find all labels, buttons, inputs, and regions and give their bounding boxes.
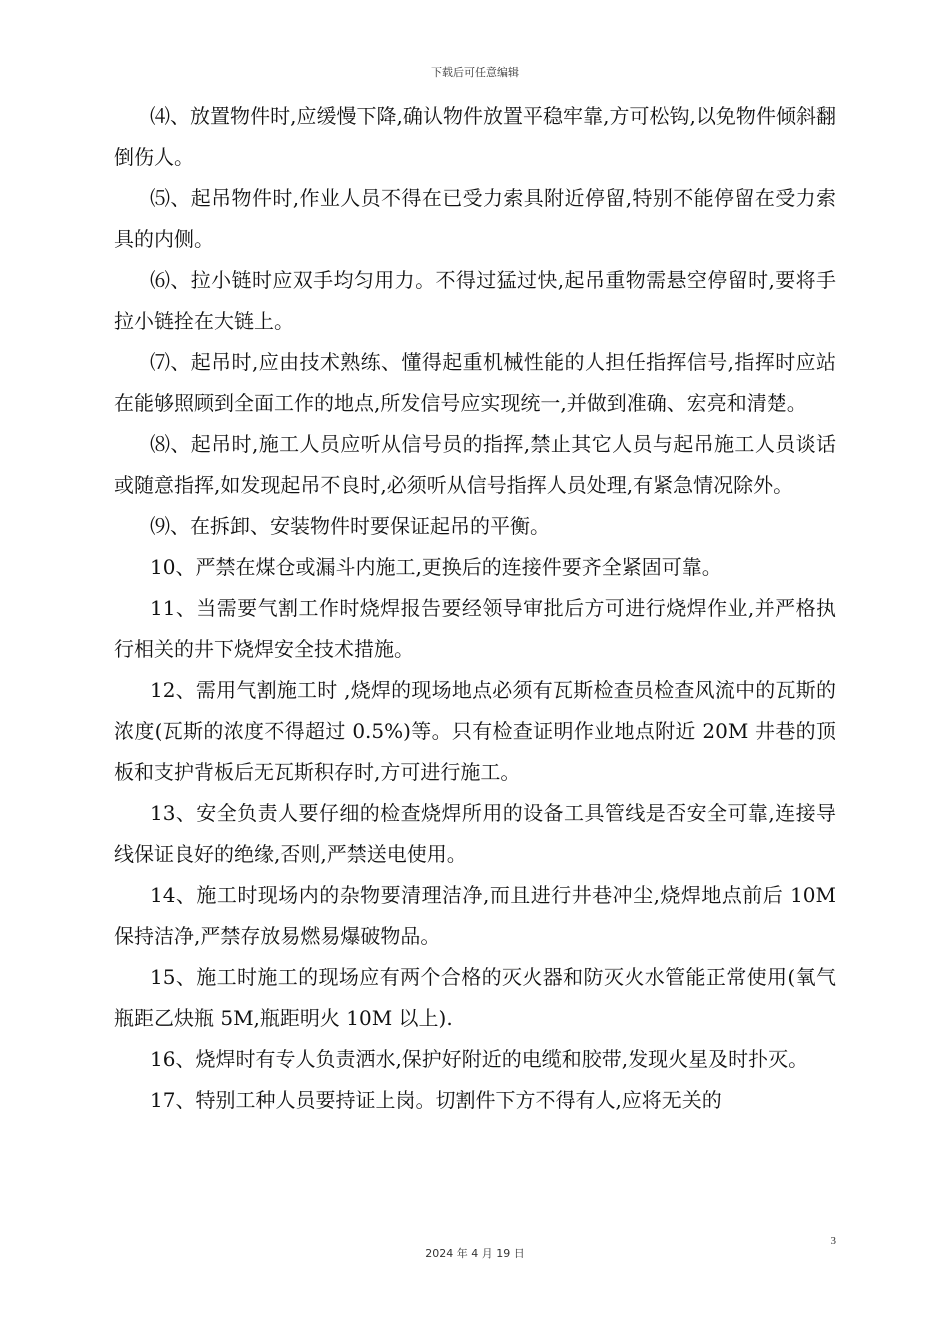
paragraph-item-11: 11、当需要气割工作时烧焊报告要经领导审批后方可进行烧焊作业,并严格执行相关的井下烧焊安全技术措施。 xyxy=(114,596,836,661)
paragraph-item-17: 17、特别工种人员要持证上岗。切割件下方不得有人,应将无关的 xyxy=(150,1088,722,1112)
paragraph-item-13: 13、安全负责人要仔细的检查烧焊所用的设备工具管线是否安全可靠,连接导线保证良好的绝缘,否则,严禁送电使用。 xyxy=(114,801,836,866)
paragraph-item-7: ⑺、起吊时,应由技术熟练、懂得起重机械性能的人担任指挥信号,指挥时应站在能够照顾到全面工作的地点,所发信号应实现统一,并做到准确、宏亮和清楚。 xyxy=(114,350,836,415)
paragraph-item-15: 15、施工时施工的现场应有两个合格的灭火器和防灭火水管能正常使用(氧气瓶距乙炔瓶 5M,瓶距明火 10M 以上). xyxy=(114,965,836,1030)
paragraph-item-5: ⑸、起吊物件时,作业人员不得在已受力索具附近停留,特别不能停留在受力索具的内侧。 xyxy=(114,186,836,251)
paragraph-item-16: 16、烧焊时有专人负责洒水,保护好附近的电缆和胶带,发现火星及时扑灭。 xyxy=(150,1047,809,1071)
paragraph-item-4: ⑷、放置物件时,应缓慢下降,确认物件放置平稳牢靠,方可松钩,以免物件倾斜翻倒伤人。 xyxy=(114,104,836,169)
paragraph-item-10: 10、严禁在煤仓或漏斗内施工,更换后的连接件要齐全紧固可靠。 xyxy=(150,555,722,579)
document-body xyxy=(114,96,836,1121)
page-header: 下载后可任意编辑 xyxy=(431,66,519,79)
page-number: 3 xyxy=(830,1235,836,1247)
page-footer-date: 2024 年 4 月 19 日 xyxy=(425,1247,525,1260)
paragraph-item-8: ⑻、起吊时,施工人员应听从信号员的指挥,禁止其它人员与起吊施工人员谈话或随意指挥,如发现起吊不良时,必须听从信号指挥人员处理,有紧急情况除外。 xyxy=(114,432,836,497)
paragraph-item-6: ⑹、拉小链时应双手均匀用力。不得过猛过快,起吊重物需悬空停留时,要将手拉小链拴在大链上。 xyxy=(114,268,836,333)
paragraph-item-14: 14、施工时现场内的杂物要清理洁净,而且进行井巷冲尘,烧焊地点前后 10M 保持洁净,严禁存放易燃易爆破物品。 xyxy=(114,883,836,948)
paragraph-item-12: 12、需用气割施工时 ,烧焊的现场地点必须有瓦斯检查员检查风流中的瓦斯的浓度(瓦斯的浓度不得超过 0.5%)等。只有检查证明作业地点附近 20M 井巷的顶板和支护背板后无瓦斯积存时,方可进行施工。 xyxy=(114,678,836,784)
paragraph-item-9: ⑼、在拆卸、安装物件时要保证起吊的平衡。 xyxy=(150,514,550,538)
